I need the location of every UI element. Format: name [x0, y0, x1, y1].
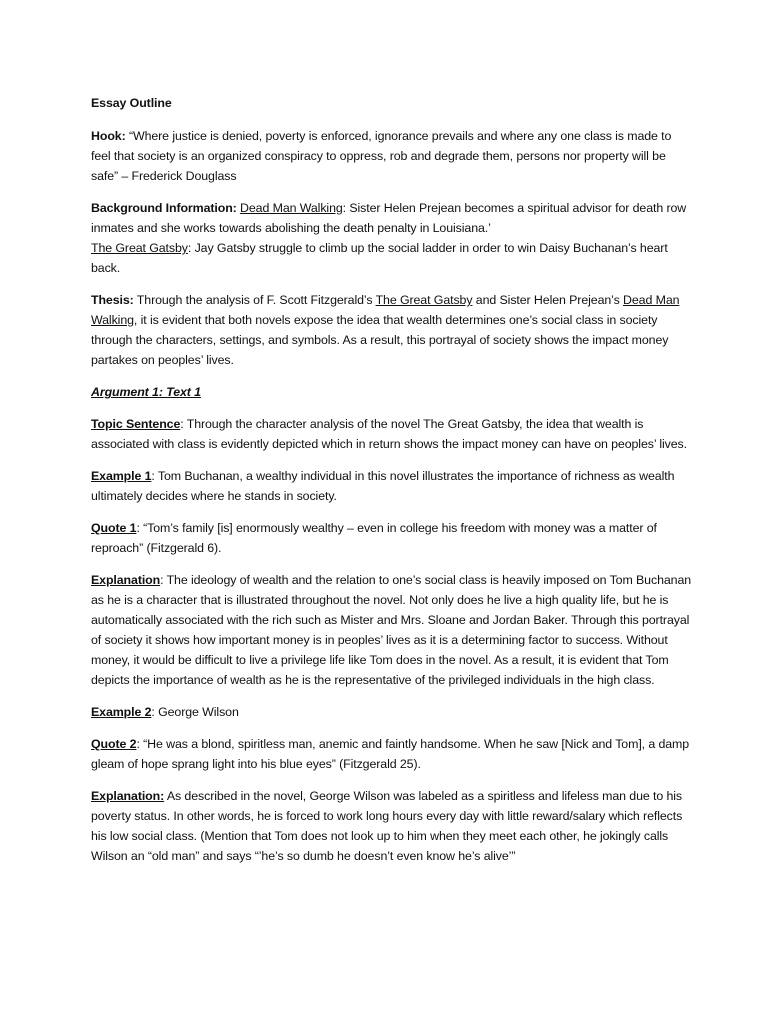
- quote-2-text: : “He was a blond, spiritless man, anemic and faintly handsome. When he saw [Nick and Tom], a damp gleam of hope sprang light into his blue eyes” (Fitzgerald 25).: [91, 737, 690, 771]
- hook-text: “Where justice is denied, poverty is enforced, ignorance prevails and where any one class is made to feel that society is an organized conspiracy to oppress, rob and degrade them, persons nor property will be safe” – Frederick Douglass: [91, 129, 672, 183]
- title-text: Essay Outline: [91, 96, 172, 110]
- hook-paragraph: [91, 126, 693, 186]
- thesis-book-dead-man-walking: Dead Man Walking: [91, 293, 680, 327]
- explanation-2-paragraph: [91, 786, 693, 866]
- example-2-label: Example 2: [91, 705, 152, 719]
- explanation-2-text: As described in the novel, George Wilson was labeled as a spiritless and lifeless man due to his poverty status. In other words, he is forced to work long hours every day with little reward/salary which reflects his low social class. (Mention that Tom does not look up to him when they meet each other, he jokingly calls Wilson an “old man” and says “’he’s so dumb he doesn’t even know he’s alive’”: [91, 789, 683, 863]
- thesis-label: Thesis:: [91, 293, 134, 307]
- explanation-2-label: Explanation:: [91, 789, 165, 803]
- topic-sentence-paragraph: [91, 414, 693, 454]
- background-book-dead-man-walking: Dead Man Walking: [240, 201, 343, 215]
- thesis-text-1: Through the analysis of F. Scott Fitzgerald’s: [133, 293, 376, 307]
- example-1-label: Example 1: [91, 469, 152, 483]
- explanation-1-paragraph: [91, 570, 693, 690]
- quote-1-text: : “Tom’s family [is] enormously wealthy – even in college his freedom with money was a matter of reproach” (Fitzgerald 6).: [91, 521, 657, 555]
- thesis-text-2: and Sister Helen Prejean’s: [472, 293, 624, 307]
- argument-heading: [91, 382, 693, 402]
- example-1-paragraph: [91, 466, 693, 506]
- argument-heading-text: Argument 1: Text 1: [91, 385, 201, 399]
- quote-2-paragraph: [91, 734, 693, 774]
- quote-1-paragraph: [91, 518, 693, 558]
- explanation-1-text: : The ideology of wealth and the relation to one’s social class is heavily imposed on Tom Buchanan as he is a character that is illustrated throughout the novel. Not only does he live a high quality life, but he is automatically associated with the rich such as Mister and Mrs. Sloane and Jordan Baker. Through this portrayal of society it shows how important money is in peoples’ lives as it is a determining factor to success. Without money, it would be difficult to live a privilege life like Tom does in the novel. As a result, it is evident that Tom depicts the importance of wealth as he is the representative of the privileged individuals in the high class.: [91, 573, 692, 687]
- background-text-2: : Jay Gatsby struggle to climb up the social ladder in order to win Daisy Buchanan’s heart back.: [91, 241, 668, 275]
- topic-sentence-text: : Through the character analysis of the novel The Great Gatsby, the idea that wealth is associated with class is evidently depicted which in return shows the impact money can have on peoples’ lives.: [91, 417, 687, 451]
- thesis-paragraph: [91, 290, 693, 370]
- example-1-text: : Tom Buchanan, a wealthy individual in this novel illustrates the importance of richness as wealth ultimately decides where he stands in society.: [91, 469, 675, 503]
- quote-1-label: Quote 1: [91, 521, 137, 535]
- background-label: Background Information:: [91, 201, 237, 215]
- example-2-paragraph: [91, 702, 693, 722]
- background-text-1: : Sister Helen Prejean becomes a spiritual advisor for death row inmates and she works towards abolishing the death penalty in Louisiana.’: [91, 201, 687, 235]
- hook-label: Hook:: [91, 129, 126, 143]
- thesis-book-great-gatsby: The Great Gatsby: [375, 293, 473, 307]
- example-2-text: : George Wilson: [151, 705, 239, 719]
- explanation-1-label: Explanation: [91, 573, 161, 587]
- quote-2-label: Quote 2: [91, 737, 137, 751]
- page-title: [91, 93, 693, 113]
- thesis-text-3: , it is evident that both novels expose the idea that wealth determines one’s social class in society through the characters, settings, and symbols. As a result, this portrayal of society shows the impact money partakes on peoples’ lives.: [91, 313, 669, 367]
- background-book-great-gatsby: The Great Gatsby: [91, 241, 188, 255]
- topic-sentence-label: Topic Sentence: [91, 417, 181, 431]
- background-paragraph-2: [91, 238, 693, 278]
- background-paragraph-1: [91, 198, 693, 238]
